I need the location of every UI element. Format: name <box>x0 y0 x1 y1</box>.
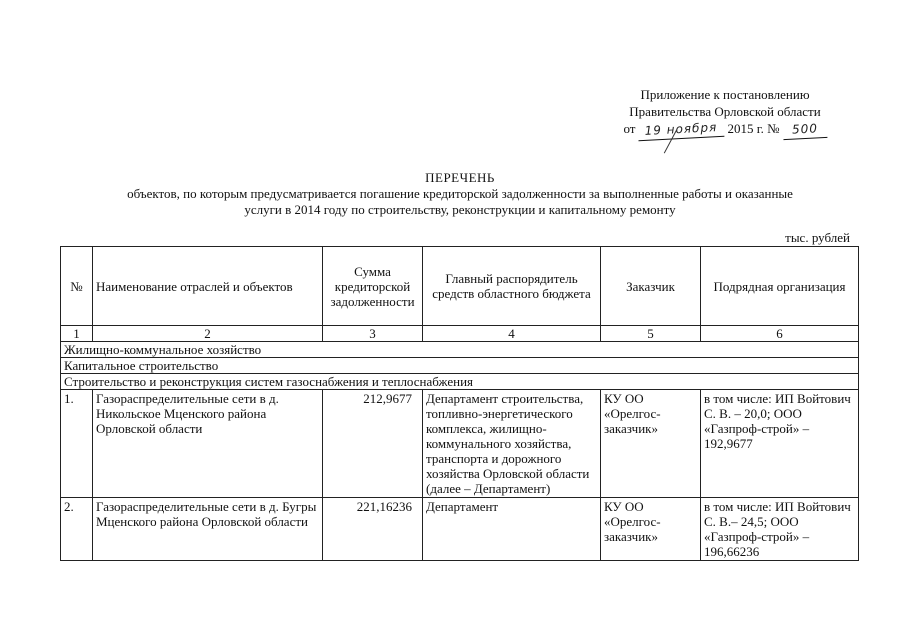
header-customer: Заказчик <box>601 247 701 326</box>
col-number: 4 <box>423 326 601 342</box>
title-subtitle-line-1: объектов, по которым предусматривается погашение кредиторской задолженности за выполненные работы и оказанные <box>127 186 793 201</box>
section-row <box>61 374 859 390</box>
header-row <box>61 247 859 326</box>
header-num: № <box>61 247 93 326</box>
row-sum: 212,9677 <box>323 390 423 498</box>
row-manager: Департамент строительства, топливно-энергетического комплекса, жилищно-коммунального хозяйства, транспорта и дорожного хозяйства Орловской области (далее – Департамент) <box>423 390 601 498</box>
section-row <box>61 342 859 358</box>
section-housing: Жилищно-коммунальное хозяйство <box>61 342 859 358</box>
header-sum: Сумма кредиторской задолженности <box>323 247 423 326</box>
title-heading: ПЕРЕЧЕНЬ <box>425 170 495 185</box>
row-name: Газораспределительные сети в д. Бугры Мценского района Орловской области <box>93 498 323 561</box>
col-number: 3 <box>323 326 423 342</box>
handwritten-date: 19 ноября <box>638 119 725 141</box>
table-row <box>61 498 859 561</box>
section-row <box>61 358 859 374</box>
handwritten-number: 500 <box>782 120 827 140</box>
date-prefix: от <box>623 121 636 136</box>
row-num: 2. <box>61 498 93 561</box>
row-num: 1. <box>61 390 93 498</box>
col-number: 6 <box>701 326 859 342</box>
appendix-line-2: Правительства Орловской области <box>629 104 821 119</box>
appendix-line-1: Приложение к постановлению <box>640 87 810 102</box>
row-name: Газораспределительные сети в д. Никольское Мценского района Орловской области <box>93 390 323 498</box>
row-contractor: в том числе: ИП Войтович С. В. – 20,0; ООО «Газпроф-строй» – 192,9677 <box>701 390 859 498</box>
row-customer: КУ ОО «Орелгос-заказчик» <box>601 390 701 498</box>
row-sum: 221,16236 <box>323 498 423 561</box>
table-row <box>61 390 859 498</box>
column-numbers-row <box>61 326 859 342</box>
objects-table <box>60 246 859 561</box>
section-capital-construction: Капитальное строительство <box>61 358 859 374</box>
row-contractor: в том числе: ИП Войтович С. В.– 24,5; ООО «Газпроф-строй» – 196,66236 <box>701 498 859 561</box>
row-manager: Департамент <box>423 498 601 561</box>
row-customer: КУ ОО «Орелгос-заказчик» <box>601 498 701 561</box>
title-subtitle-line-2: услуги в 2014 году по строительству, реконструкции и капитальному ремонту <box>244 202 676 217</box>
col-number: 2 <box>93 326 323 342</box>
header-name: Наименование отраслей и объектов <box>93 247 323 326</box>
header-manager: Главный распорядитель средств областного бюджета <box>423 247 601 326</box>
appendix-date-line <box>600 120 850 139</box>
col-number: 1 <box>61 326 93 342</box>
header-contractor: Подрядная организация <box>701 247 859 326</box>
appendix-block <box>600 86 850 139</box>
section-gas-heat: Строительство и реконструкция систем газоснабжения и теплоснабжения <box>61 374 859 390</box>
units-label: тыс. рублей <box>785 230 850 245</box>
year-text: 2015 г. № <box>727 121 780 136</box>
document-title <box>60 170 860 218</box>
col-number: 5 <box>601 326 701 342</box>
